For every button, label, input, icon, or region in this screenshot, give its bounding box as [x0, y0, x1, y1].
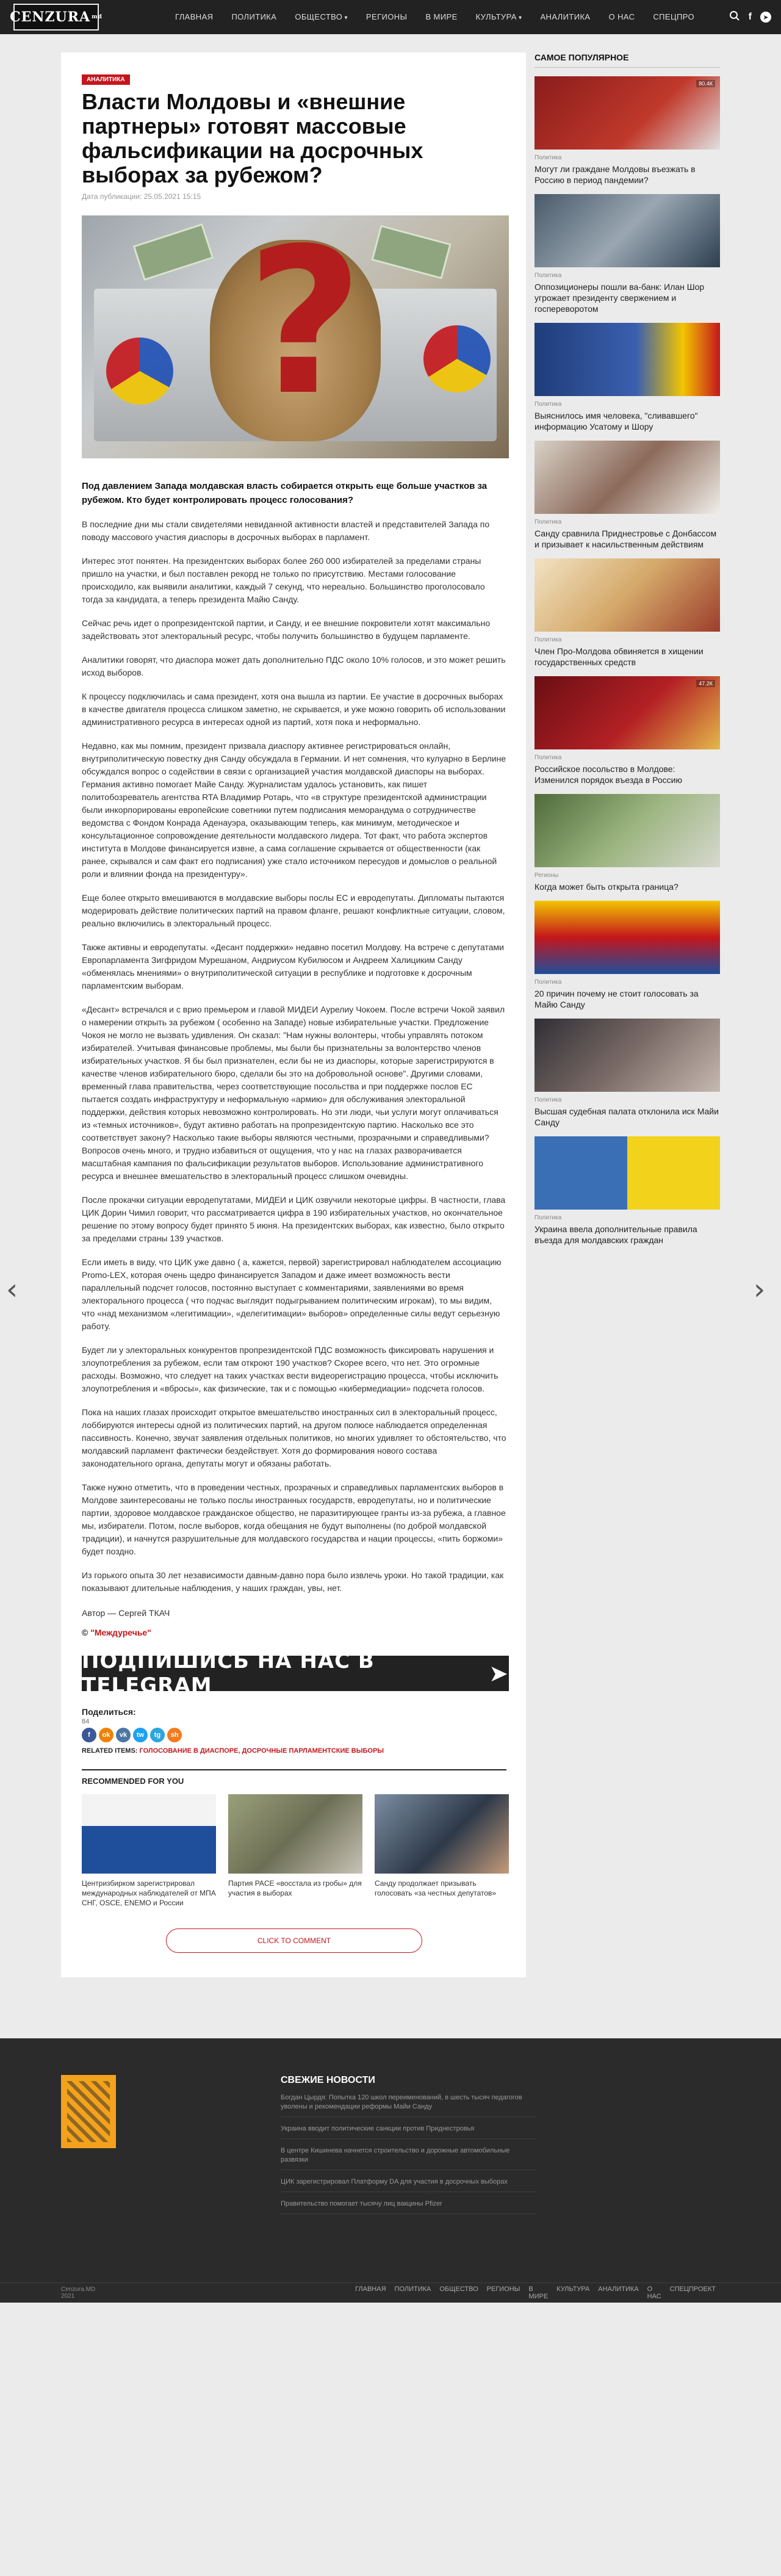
nav-item-culture[interactable]: КУЛЬТУРА ▾: [467, 0, 531, 34]
paragraph: Аналитики говорят, что диаспора может дать дополнительно ПДС около 10% голосов, и это может решить исход выборов.: [82, 655, 506, 677]
share-buttons: [82, 1728, 506, 1742]
nav-item-society[interactable]: ОБЩЕСТВО ▾: [286, 0, 357, 34]
copyright-source: © "Междуречье": [82, 1628, 151, 1637]
paragraph: К процессу подключилась и сама президент, хотя она вышла из партии. Ее участие в досрочных выборах в качестве двигателя процесса слишком заметно, не скрывается, и уже можно говорить об использовании административного ресурса в интересах одной из партий, хотя пока и неформально.: [82, 691, 506, 727]
paragraph: Будет ли у электоральных конкурентов пропрезидентской ПДС возможность фиксировать нарушения и злоупотребления за рубежом, если там откроют 190 участков? Скорее всего, что нет. Это огромные расходы. Возможно, что следует на таких участках вести видеорегистрацию процесса, чтобы исключить злоупотребления и «вбросы», как физические, так и с помощью «кибермедиации» подсчета голосов.: [82, 1345, 498, 1393]
nav-item-politics[interactable]: ПОЛИТИКА: [231, 12, 277, 21]
article-lead: Под давлением Запада молдавская власть собирается открыть еще больше участков за рубежом. Кто будет контролировать процесс голосования?: [82, 481, 488, 505]
related-items: RELATED ITEMS: ГОЛОСОВАНИЕ В ДИАСПОРЕ, ДОСРОЧНЫЕ ПАРЛАМЕНТСКИЕ ВЫБОРЫ: [82, 1747, 384, 1755]
search-icon[interactable]: [729, 10, 740, 24]
paragraph: Интерес этот понятен. На президентских выборах более 260 000 избирателей за пределами страны пришло на участки, и был поставлен рекорд не только по присутствию. Местами голосование происходило, как выявили аналитики, каждый 7 секунд, что нереально. Большинство проголосовало тогда за кандидата, а теперь президента Майю Санду.: [82, 556, 485, 604]
paragraph: Из горького опыта 30 лет независимости давным-давно пора было извлечь уроки. Но такой традиции, как показывают длительные наблюдения, у наших граждан, увы, нет.: [82, 1570, 504, 1593]
popular-item[interactable]: 47.2К Политика Российское посольство в Молдове: Изменился порядок въезда в Россию: [534, 676, 720, 785]
popular-item[interactable]: 80.4К Политика Могут ли граждане Молдовы въезжать в Россию в период пандемии?: [534, 76, 720, 186]
popular-item[interactable]: Политика 20 причин почему не стоит голосовать за Майю Санду: [534, 901, 720, 1010]
footer-copyright: Cenzura.MD 2021: [61, 2286, 96, 2300]
footer-latest-news: [281, 2075, 537, 2214]
hero-image: ?: [82, 215, 509, 458]
footer-news-item[interactable]: В центре Кишинева начнется строительство и дорожные автомобильные развязки: [281, 2146, 537, 2170]
paragraph: Также нужно отметить, что в проведении честных, прозрачных и справедливых парламентских выборов в Молдове заинтересованы не только послы иностранных государств, евродепутаты, но и политические партии, здоровое молдавское гражданское общество, не паразитирующее гранты из-за рубежа, а главное мы, избиратели. Потом, после выборов, когда обещания не будут выполнены (по доброй молдавской традиции), и начнутся разрушительные для молдавского государства и нации процессы, «пить боржоми» будет поздно.: [82, 1482, 506, 1556]
top-navigation-bar: [0, 0, 781, 34]
footer-nav-item[interactable]: О НАС: [647, 2286, 661, 2300]
facebook-share-button[interactable]: f: [82, 1728, 96, 1742]
paragraph: Еще более открыто вмешиваются в молдавские выборы послы ЕС и евродепутаты. Дипломаты пытаются модерировать действие политических партий на правом фланге, решают конфликтные ситуации, словом, реально включились в электоральный процесс.: [82, 893, 505, 928]
sidebar-title: САМОЕ ПОПУЛЯРНОЕ: [534, 52, 720, 68]
footer-news-item[interactable]: Правительство помогает тысячу лиц вакцины Pfizer: [281, 2199, 537, 2214]
share-block: [82, 1707, 506, 1755]
telegram-icon[interactable]: ➤: [760, 12, 771, 23]
popular-item[interactable]: Политика Украина ввела дополнительные правила въезда для молдавских граждан: [534, 1136, 720, 1246]
footer: [0, 2038, 781, 2303]
paragraph: Также активны и евродепутаты. «Десант поддержки» недавно посетил Молдову. На встрече с депутатами Европарламента Зигфридом Мурешаном, Андриусом Кубилюсом и Андреем Халициким Санду «обменялась мнениями» о внутриполитической ситуации в республике и подготовке к досрочным парламентским выборам.: [82, 942, 504, 990]
article: [61, 52, 526, 1977]
popular-item[interactable]: Политика Оппозиционеры пошли ва-банк: Илан Шор угрожает президенту свержением и госпереворотом: [534, 194, 720, 314]
nav-item-special[interactable]: СПЕЦПРО: [653, 12, 695, 21]
paragraph: «Десант» встречался и с врио премьером и главой МИДЕИ Аурелиу Чокоем. После встречи Чокой заявил о намерении открыть за рубежом ( особенно на Западе) новые избирательные участки. Предложение Чокоя не могло не вызвать удивления. Он сказал: "Нам нужны волонтеры, чтобы управлять потоком избирателей. Учитывая финансовые проблемы, мы были бы признательны за волонтерство членов избирательных участков. Я бы был признателен, если бы не из диаспоры, которые зарегистрируются в качестве членов избирательного бюро, сделали бы это на добровольной основе". Другими словами, временный глава правительства, через соответствующие посольства и при поддержке послов ЕС пытается создать инфраструктуру и неформальную «армию» для обслуживания электоральной поддержки, действия которых невозможно контролировать. Но эти люди, чьи услуги могут оплачиваться из «темных источников», будут активно работать на пропрезидентскую партию. Насколько все это соответствует закону? Насколько такие выборы являются честными, прозрачными и справедливыми? Вопросов очень много, и трудно избавиться от ощущения, что у нас на глазах разворачивается масштабная кампания по фальсификации результатов выборов. Использование административного ресурса и внешнее вмешательство в электоральный процесс слишком очевидны.: [82, 1005, 505, 1181]
click-to-comment-button[interactable]: CLICK TO COMMENT: [166, 1928, 422, 1953]
nav-item-home[interactable]: ГЛАВНАЯ: [175, 12, 214, 21]
footer-nav-item[interactable]: КУЛЬТУРА: [556, 2286, 590, 2293]
nav-item-analytics[interactable]: АНАЛИТИКА: [540, 12, 591, 21]
paragraph: После прокачки ситуации евродепутатами, МИДЕИ и ЦИК озвучили некоторые цифры. В частности, глава ЦИК Дорин Чимил говорит, что рассматривается цифра в 190 избирательных участков, но окончательное решение по этому вопросу будет принято 5 июня. На президентских выборах, как известно, было открыто за пределами страны 139 участков.: [82, 1195, 506, 1243]
footer-news-item[interactable]: Богдан Цырдя: Попытка 120 школ переименований, в шесть тысяч педагогов уволены и рекомендации реформы Майи Санду: [281, 2093, 537, 2117]
footer-news-item[interactable]: Украина вводит политические санкции против Приднестровья: [281, 2124, 537, 2139]
main-nav: [166, 0, 704, 34]
footer-logo[interactable]: [61, 2075, 116, 2148]
footer-nav-item[interactable]: ОБЩЕСТВО: [439, 2286, 478, 2293]
footer-nav: [351, 2286, 720, 2300]
related-tags-link[interactable]: ГОЛОСОВАНИЕ В ДИАСПОРЕ, ДОСРОЧНЫЕ ПАРЛАМЕНТСКИЕ ВЫБОРЫ: [139, 1747, 384, 1755]
telegram-share-button[interactable]: tg: [150, 1728, 165, 1742]
popular-item[interactable]: Политика Санду сравнила Приднестровье с Донбассом и призывает к насильственным действиям: [534, 441, 720, 550]
share-count: 84: [82, 1718, 90, 1725]
article-author: Автор — Сергей ТКАЧ: [82, 1608, 170, 1618]
footer-nav-item[interactable]: СПЕЦПРОЕКТ: [669, 2286, 716, 2293]
telegram-subscribe-banner[interactable]: ПОДПИШИСЬ НА НАС В TELEGRAM ➤: [82, 1649, 509, 1698]
site-logo[interactable]: CENZURA md: [13, 4, 99, 31]
popular-item[interactable]: Регионы Когда может быть открыта граница?: [534, 794, 720, 892]
content-container: [61, 34, 720, 1977]
nav-item-regions[interactable]: РЕГИОНЫ: [365, 12, 408, 21]
footer-nav-item[interactable]: ГЛАВНАЯ: [355, 2286, 386, 2293]
category-tag[interactable]: АНАЛИТИКА: [82, 74, 130, 85]
odnoklassniki-share-button[interactable]: ok: [99, 1728, 113, 1742]
paragraph: Недавно, как мы помним, президент призвала диаспору активнее регистрироваться онлайн, внутриполитическую повестку дня Санду обсуждала в Германии. И нет сомнения, что кулуарно в Берлине обсуждался вопрос о содействии в связи с организацией участия молдавской диаспоры на выборах. Германия активно помогает Майе Санду. Журналистам удалось установить, как пишет политобозреватель агентства RTA Владимир Ротарь, что «в структуре президентской администрации были инкорпорированы европейские советники путем подписания меморандума о сотрудничестве ведомства с Фондом Конрада Аденауэра, оказывающим теперь, как минимум, методическое и консультационное сопровождение деятельности молдавского лидера. Тот факт, что работа экспертов института в Молдове финансируется извне, а сама соглашение скрывается от общественности (как ранее, скрывался и сам факт его подписания) уже стало источником пересудов и домыслов о реальной роли и влиянии фонда на президентуру».: [82, 741, 506, 879]
recommended-section: [82, 1769, 506, 1908]
sidebar-popular: [534, 52, 720, 1977]
footer-nav-item[interactable]: ПОЛИТИКА: [394, 2286, 431, 2293]
footer-nav-item[interactable]: АНАЛИТИКА: [598, 2286, 639, 2293]
paper-plane-icon: ➤: [489, 1660, 509, 1687]
publication-date: Дата публикации: 25.05.2021 15:15: [82, 192, 201, 201]
popular-item[interactable]: Политика Высшая судебная палата отклонила иск Майи Санду: [534, 1019, 720, 1128]
nav-item-about[interactable]: О НАС: [608, 12, 635, 21]
paragraph: Сейчас речь идет о пропрезидентской партии, и Санду, и ее внешние покровители хотят максимально задействовать этот электоральный ресурс, чтобы получить большинство в будущем парламенте.: [82, 618, 491, 641]
more-share-button[interactable]: sh: [167, 1728, 182, 1742]
vk-share-button[interactable]: vk: [116, 1728, 131, 1742]
next-article-arrow-icon[interactable]: ›: [754, 1272, 766, 1307]
paragraph: Пока на наших глазах происходит открытое вмешательство иностранных сил в электоральный процесс, лоббируются интересы одной из политических партий, на другом полюсе наблюдается определенная пассивность. Конечно, звучат заявления отдельных политиков, но многих удивляет то обстоятельство, что молдавский парламент фактически бездействует. Хотя до формирования нового состава законодательного органа, депутаты могут и обязаны работать.: [82, 1407, 506, 1468]
header-icons: [729, 10, 771, 24]
twitter-share-button[interactable]: tw: [133, 1728, 148, 1742]
recommended-title: RECOMMENDED FOR YOU: [82, 1777, 184, 1786]
footer-nav-item[interactable]: В МИРЕ: [528, 2286, 549, 2300]
facebook-icon[interactable]: f: [748, 12, 752, 22]
recommended-card[interactable]: Санду продолжает призывать голосовать «за честных депутатов»: [375, 1794, 509, 1908]
popular-item[interactable]: Политика Член Про-Молдова обвиняется в хищении государственных средств: [534, 558, 720, 668]
prev-article-arrow-icon[interactable]: ‹: [6, 1272, 18, 1307]
nav-item-world[interactable]: В МИРЕ: [425, 12, 458, 21]
popular-item[interactable]: Политика Выяснилось имя человека, "сливавшего" информацию Усатому и Шору: [534, 323, 720, 432]
share-title: Поделиться:: [82, 1707, 136, 1717]
paragraph: Если иметь в виду, что ЦИК уже давно ( а, кажется, первой) зарегистрировал наблюдателем ассоциацию Promo-LEX, которая очень щедро финансируется Западом и даже имеет возможность вести параллельный подсчет голосов, постоянно выступает с комментариями, заявлениями во время электорального процесса ( что подчас выглядит подыгрыванием политическим игрокам), то мы видим, что «над механизмом «легитимации», «делегитимации» выборов» определенные силы ведут серьезную работу.: [82, 1257, 502, 1331]
article-title: Власти Молдовы и «внешние партнеры» готовят массовые фальсификации на досрочных выборах за рубежом?: [82, 89, 423, 187]
paragraph: В последние дни мы стали свидетелями невиданной активности властей и представителей Запада по поводу массового участия диаспоры в досрочных выборах в парламент.: [82, 519, 490, 542]
footer-bottom-bar: [0, 2282, 781, 2303]
footer-news-title: СВЕЖИЕ НОВОСТИ: [281, 2075, 375, 2085]
recommended-card[interactable]: Партия PACE «восстала из гробы» для участия в выборах: [228, 1794, 362, 1908]
recommended-card[interactable]: Центризбирком зарегистрировал международных наблюдателей от МПА СНГ, OSCE, ENEMO и России: [82, 1794, 216, 1908]
article-body: [82, 518, 506, 1595]
footer-news-item[interactable]: ЦИК зарегистрировал Платформу DA для участия в досрочных выборах: [281, 2177, 537, 2192]
footer-nav-item[interactable]: РЕГИОНЫ: [486, 2286, 520, 2293]
